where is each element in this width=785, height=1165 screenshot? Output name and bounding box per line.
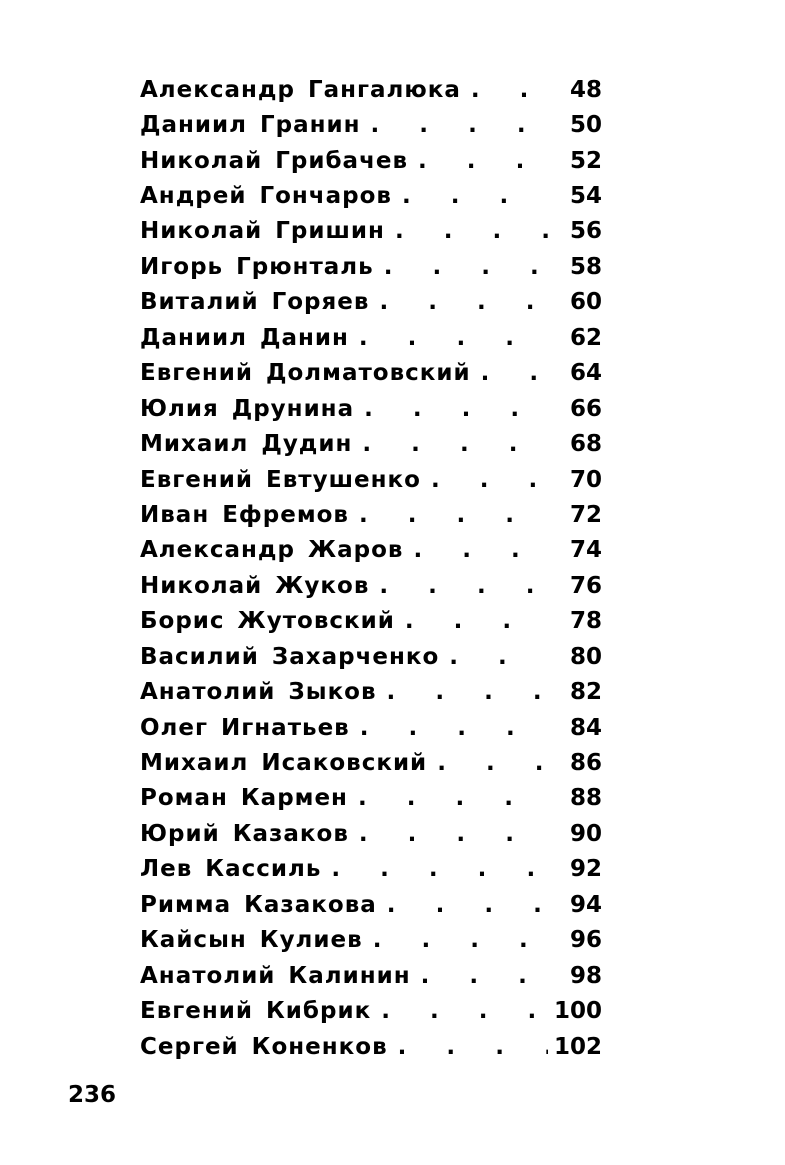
toc-entry-page: 78 — [569, 608, 602, 635]
toc-entry — [140, 604, 602, 639]
toc-entry-name: Юрий Казаков — [140, 820, 349, 847]
toc-entry-page: 66 — [569, 395, 602, 422]
toc-entry-page: 52 — [569, 147, 602, 174]
toc-entry — [140, 285, 602, 320]
toc-entry — [140, 745, 602, 780]
toc-entry — [140, 816, 602, 851]
toc-dot-leader — [349, 821, 548, 847]
toc-entry-name: Михаил Исаковский — [140, 750, 428, 777]
toc-entry-name: Даниил Гранин — [140, 112, 361, 139]
toc-dot-leader — [348, 785, 548, 811]
toc-entry — [140, 993, 602, 1028]
toc-entry — [140, 320, 602, 355]
toc-dot-leader — [377, 892, 548, 918]
toc-dot-leader — [369, 573, 548, 599]
toc-entry-name: Михаил Дудин — [140, 431, 353, 458]
toc-entry-name: Олег Игнатьев — [140, 714, 350, 741]
toc-entry-name: Юлия Друнина — [140, 395, 355, 422]
toc-entry-page: 70 — [569, 466, 602, 493]
toc-dot-leader — [385, 218, 548, 244]
toc-entry — [140, 214, 602, 249]
toc-entry — [140, 639, 602, 674]
toc-entry — [140, 178, 602, 213]
toc-entry-name: Борис Жутовский — [140, 608, 395, 635]
toc-entry — [140, 710, 602, 745]
toc-entry — [140, 923, 602, 958]
toc-entry — [140, 568, 602, 603]
toc-dot-leader — [377, 679, 548, 705]
toc-entry-name: Николай Жуков — [140, 572, 370, 599]
toc-dot-leader — [408, 148, 548, 174]
toc-entry — [140, 1029, 602, 1064]
toc-dot-leader — [403, 537, 548, 563]
toc-dot-leader — [350, 715, 548, 741]
toc-entry-name: Николай Грибачев — [140, 147, 409, 174]
toc-entry-page: 84 — [569, 714, 602, 741]
toc-dot-leader — [411, 963, 548, 989]
toc-dot-leader — [369, 289, 548, 315]
toc-entry-page: 64 — [569, 360, 602, 387]
toc-entry-page: 72 — [569, 501, 602, 528]
toc-entry-page: 76 — [569, 572, 602, 599]
toc-entry-name: Иван Ефремов — [140, 501, 349, 528]
toc-dot-leader — [471, 360, 548, 386]
toc-dot-leader — [354, 396, 548, 422]
toc-entry-page: 88 — [569, 785, 602, 812]
toc-entry-page: 82 — [569, 679, 602, 706]
toc-dot-leader — [349, 325, 548, 351]
toc-entry-name: Василий Захарченко — [140, 643, 440, 670]
toc-entry — [140, 781, 602, 816]
toc-entry-page: 58 — [569, 253, 602, 280]
toc-entry-name: Даниил Данин — [140, 324, 349, 351]
toc-entry-page: 86 — [569, 750, 602, 777]
toc-entry-page: 48 — [569, 76, 602, 103]
toc-dot-leader — [363, 927, 548, 953]
toc-entry — [140, 887, 602, 922]
toc-entry — [140, 497, 602, 532]
toc-entry-page: 90 — [569, 820, 602, 847]
toc-entry-name: Анатолий Зыков — [140, 679, 377, 706]
toc-dot-leader — [392, 183, 548, 209]
toc-entry-name: Римма Казакова — [140, 891, 377, 918]
toc-entry — [140, 426, 602, 461]
toc-entry-page: 102 — [553, 1033, 602, 1060]
toc-entry — [140, 533, 602, 568]
toc-entry — [140, 107, 602, 142]
toc-entry — [140, 72, 602, 107]
toc-dot-leader — [461, 77, 548, 103]
toc-entry-page: 80 — [569, 643, 602, 670]
toc-entry-name: Роман Кармен — [140, 785, 348, 812]
table-of-contents — [140, 72, 602, 1064]
toc-entry-page: 74 — [569, 537, 602, 564]
toc-entry-page: 96 — [569, 927, 602, 954]
toc-entry-page: 50 — [569, 112, 602, 139]
toc-entry — [140, 852, 602, 887]
page-number: 236 — [68, 1082, 117, 1108]
toc-entry — [140, 391, 602, 426]
toc-entry-name: Евгений Кибрик — [140, 998, 372, 1025]
toc-dot-leader — [349, 502, 548, 528]
toc-entry-name: Виталий Горяев — [140, 289, 370, 316]
toc-entry-name: Николай Гришин — [140, 218, 385, 245]
toc-entry-name: Сергей Коненков — [140, 1033, 388, 1060]
toc-entry — [140, 143, 602, 178]
toc-entry-page: 100 — [553, 998, 602, 1025]
toc-entry-page: 56 — [569, 218, 602, 245]
toc-dot-leader — [361, 112, 548, 138]
toc-dot-leader — [439, 644, 548, 670]
toc-entry-name: Лев Кассиль — [140, 856, 322, 883]
toc-entry-name: Андрей Гончаров — [140, 183, 392, 210]
toc-dot-leader — [427, 750, 548, 776]
toc-entry-page: 62 — [569, 324, 602, 351]
toc-entry-name: Кайсын Кулиев — [140, 927, 363, 954]
toc-entry — [140, 249, 602, 284]
toc-dot-leader — [374, 254, 548, 280]
toc-dot-leader — [371, 998, 548, 1024]
toc-entry-name: Игорь Грюнталь — [140, 253, 374, 280]
toc-entry — [140, 462, 602, 497]
toc-entry — [140, 958, 602, 993]
toc-entry — [140, 356, 602, 391]
toc-dot-leader — [352, 431, 548, 457]
toc-dot-leader — [321, 856, 548, 882]
toc-entry — [140, 674, 602, 709]
toc-entry-page: 92 — [569, 856, 602, 883]
toc-dot-leader — [388, 1034, 548, 1060]
toc-entry-name: Евгений Евтушенко — [140, 466, 421, 493]
toc-entry-page: 60 — [569, 289, 602, 316]
toc-dot-leader — [421, 467, 548, 493]
toc-entry-name: Евгений Долматовский — [140, 360, 471, 387]
toc-entry-name: Александр Жаров — [140, 537, 404, 564]
toc-entry-page: 98 — [569, 962, 602, 989]
toc-entry-name: Анатолий Калинин — [140, 962, 411, 989]
toc-entry-page: 68 — [569, 431, 602, 458]
toc-entry-page: 54 — [569, 183, 602, 210]
toc-dot-leader — [395, 608, 548, 634]
toc-entry-page: 94 — [569, 891, 602, 918]
toc-entry-name: Александр Гангалюка — [140, 76, 461, 103]
